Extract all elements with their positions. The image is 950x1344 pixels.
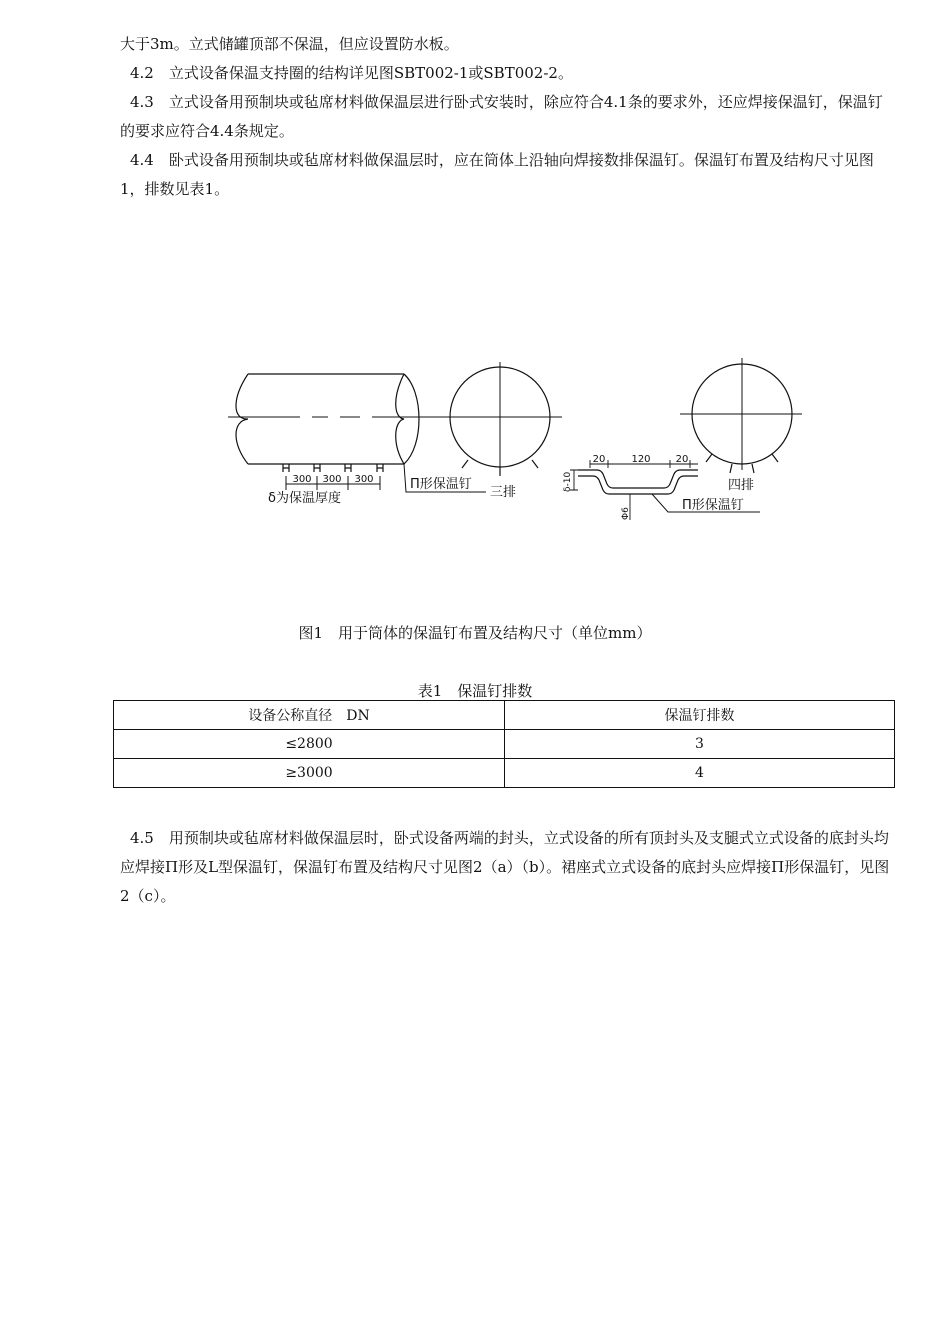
- header-nominal-diameter: 设备公称直径 DN: [114, 701, 505, 730]
- figure-1-drawing: [0, 0, 950, 600]
- thickness-note: δ为保温厚度: [268, 491, 341, 506]
- table-header-row: [114, 701, 895, 730]
- three-rows-label: 三排: [490, 485, 517, 500]
- cell-diameter: ≥3000: [114, 759, 505, 788]
- cell-diameter: ≤2800: [114, 730, 505, 759]
- dim-300-c: 300: [354, 474, 374, 485]
- table-row: [114, 759, 895, 788]
- four-rows-label: 四排: [728, 478, 755, 493]
- dim-phi6: Φ6: [621, 507, 631, 520]
- cross-section-three-rows: [440, 362, 562, 476]
- paragraph-4-4: 4.4 卧式设备用预制块或毡席材料做保温层时，应在筒体上沿轴向焊接数排保温钉。保温钉布置及结构尺寸见图1，排数见表1。: [120, 151, 874, 198]
- pin-label-left: Π形保温钉: [410, 477, 472, 492]
- dim-120: 120: [631, 454, 651, 465]
- pin-label-right: Π形保温钉: [682, 498, 744, 513]
- paragraph-4-3: 4.3 立式设备用预制块或毡席材料做保温层进行卧式安装时，除应符合4.1条的要求外，还应焊接保温钉，保温钉的要求应符合4.4条规定。: [120, 93, 883, 140]
- paragraph-continuation: 大于3m。立式储罐顶部不保温，但应设置防水板。: [120, 35, 459, 53]
- table-caption: 表1 保温钉排数: [417, 682, 533, 700]
- header-pin-rows: 保温钉排数: [505, 701, 895, 730]
- dim-300-b: 300: [322, 474, 342, 485]
- paragraph-4-5: 4.5 用预制块或毡席材料做保温层时，卧式设备两端的封头，立式设备的所有顶封头及支腿式立式设备的底封头均应焊接Π形及L型保温钉，保温钉布置及结构尺寸见图2（a）（b）。裙座式立式设备的底封头应焊接Π形保温钉，见图2（c）。: [120, 829, 890, 905]
- figure-caption: 图1 用于筒体的保温钉布置及结构尺寸（单位mm）: [298, 624, 652, 642]
- pin-rows-table: [113, 700, 895, 788]
- dim-delta-10: δ-10: [563, 471, 573, 492]
- table-row: [114, 730, 895, 759]
- dim-20-left: 20: [592, 454, 606, 465]
- dimension-texts-left: [268, 474, 472, 506]
- dim-20-right: 20: [675, 454, 689, 465]
- paragraph-4-2: 4.2 立式设备保温支持圈的结构详见图SBT002-1或SBT002-2。: [130, 64, 573, 82]
- cross-section-four-rows: [680, 358, 802, 473]
- cell-rows: 4: [505, 759, 895, 788]
- dim-300-a: 300: [292, 474, 312, 485]
- cell-rows: 3: [505, 730, 895, 759]
